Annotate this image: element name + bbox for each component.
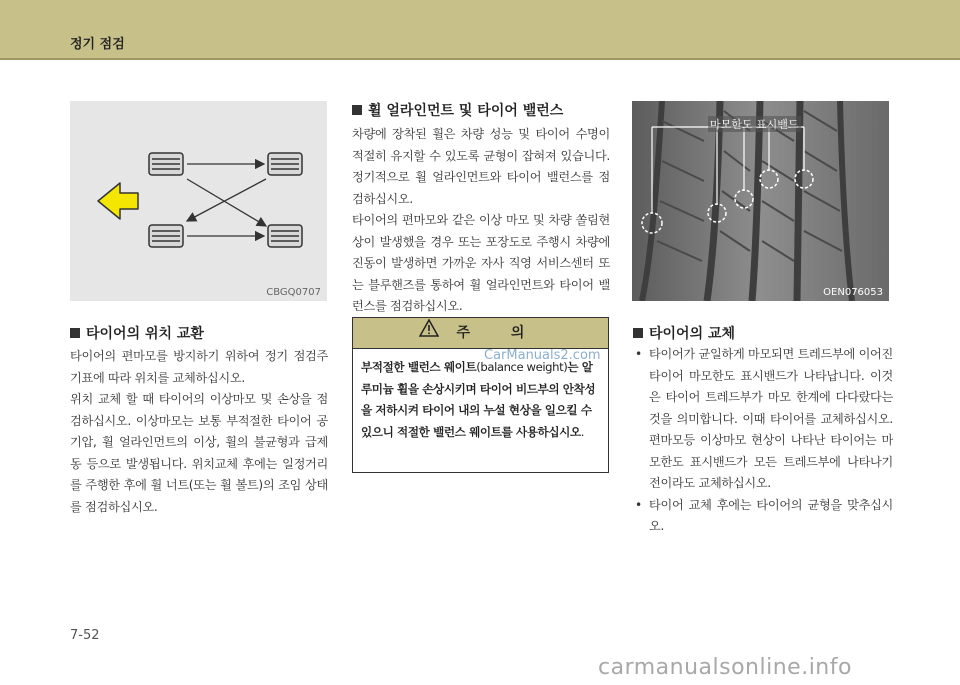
section-title-replace: 타이어의 교체 [633,323,735,343]
tire-front-right-icon [268,153,302,175]
paragraph: 차량에 장착된 휠은 차량 성능 및 타이어 수명이 적절히 유지할 수 있도록 균형이 잡혀져 있습니다. 정기적으로 휠 얼라인먼트와 타이어 밸런스를 점검하십시오. [352,127,610,206]
rotation-body [70,346,328,518]
paragraph: 타이어의 편마모를 방지하기 위하여 정기 점검주기표에 따라 위치를 교체하십시오. [70,349,328,385]
tire-front-left-icon [149,153,183,175]
watermark-top: CarManuals2.com [484,348,601,363]
square-bullet-icon [352,105,362,115]
caution-box [352,317,609,473]
forward-arrow-icon [98,183,138,219]
list-item: • 타이어 교체 후에는 타이어의 균형을 맞추십시오. [635,497,893,533]
arrow-cross-down [187,179,266,226]
tire-rear-left-icon [149,225,183,247]
section-title-rotation: 타이어의 위치 교환 [70,323,204,343]
paragraph: 타이어의 편마모와 같은 이상 마모 및 차량 쏠림현상이 발생했을 경우 또는 포장도로 주행시 차량에 진동이 발생하면 가까운 자사 직영 서비스센터 또는 블루핸즈를 통하여 휠 얼라인먼트와 타이어 밸런스를 점검하십시오. [352,213,610,313]
watermark-bottom: carmanualsonline.info [598,655,852,680]
tire-tread-figure [632,101,889,301]
alignment-body [352,124,610,318]
page-number: 7-52 [70,628,100,643]
caution-text: 부적절한 밸런스 웨이트(balance weight)는 알루미늄 휠을 손상시키며 타이어 비드부의 안착성을 저하시켜 타이어 내의 누설 현상을 일으킬 수 있으니 적절한 밸런스 웨이트를 사용하십시오. [361,360,596,439]
header-band [0,0,960,60]
figure-code: OEN076053 [823,287,883,298]
rotation-figure [70,101,327,301]
wear-band-callout: 마모한도 표시밴드 [710,118,799,131]
paragraph: 위치 교체 할 때 타이어의 이상마모 및 손상을 점검하십시오. 이상마모는 보통 부적절한 타이어 공기압, 휠 얼라인먼트의 이상, 휠의 불균형과 급제동 등으로 발생됩니다. 위치교체 후에는 일정거리를 주행한 후에 휠 너트(또는 휠 볼트)의 조임 상태를 점검하십시오. [70,392,328,514]
caution-title: 주 의 [456,325,543,341]
square-bullet-icon [70,328,80,338]
rotation-diagram [70,101,327,301]
square-bullet-icon [633,328,643,338]
replace-bullets [633,344,893,538]
warning-triangle-icon [419,318,439,348]
caution-header [353,318,608,349]
list-item: • 타이어가 균일하게 마모되면 트레드부에 이어진 타이어 마모한도 표시밴드가 나타납니다. 이것은 타이어 트레드부가 마모 한계에 다다랐다는 것을 의미합니다. 이때 타이어를 교체하십시오. 편마모등 이상마모 현상이 나타난 타이어는 마모한도 표시밴드가 모든 트레드부에 나타나기 전이라도 교체하십시오. [635,347,893,490]
section-title-alignment: 휠 얼라인먼트 및 타이어 밸런스 [352,100,563,120]
tire-rear-right-icon [268,225,302,247]
figure-code: CBGQ0707 [266,287,321,298]
chapter-title: 정기 점검 [70,37,125,52]
